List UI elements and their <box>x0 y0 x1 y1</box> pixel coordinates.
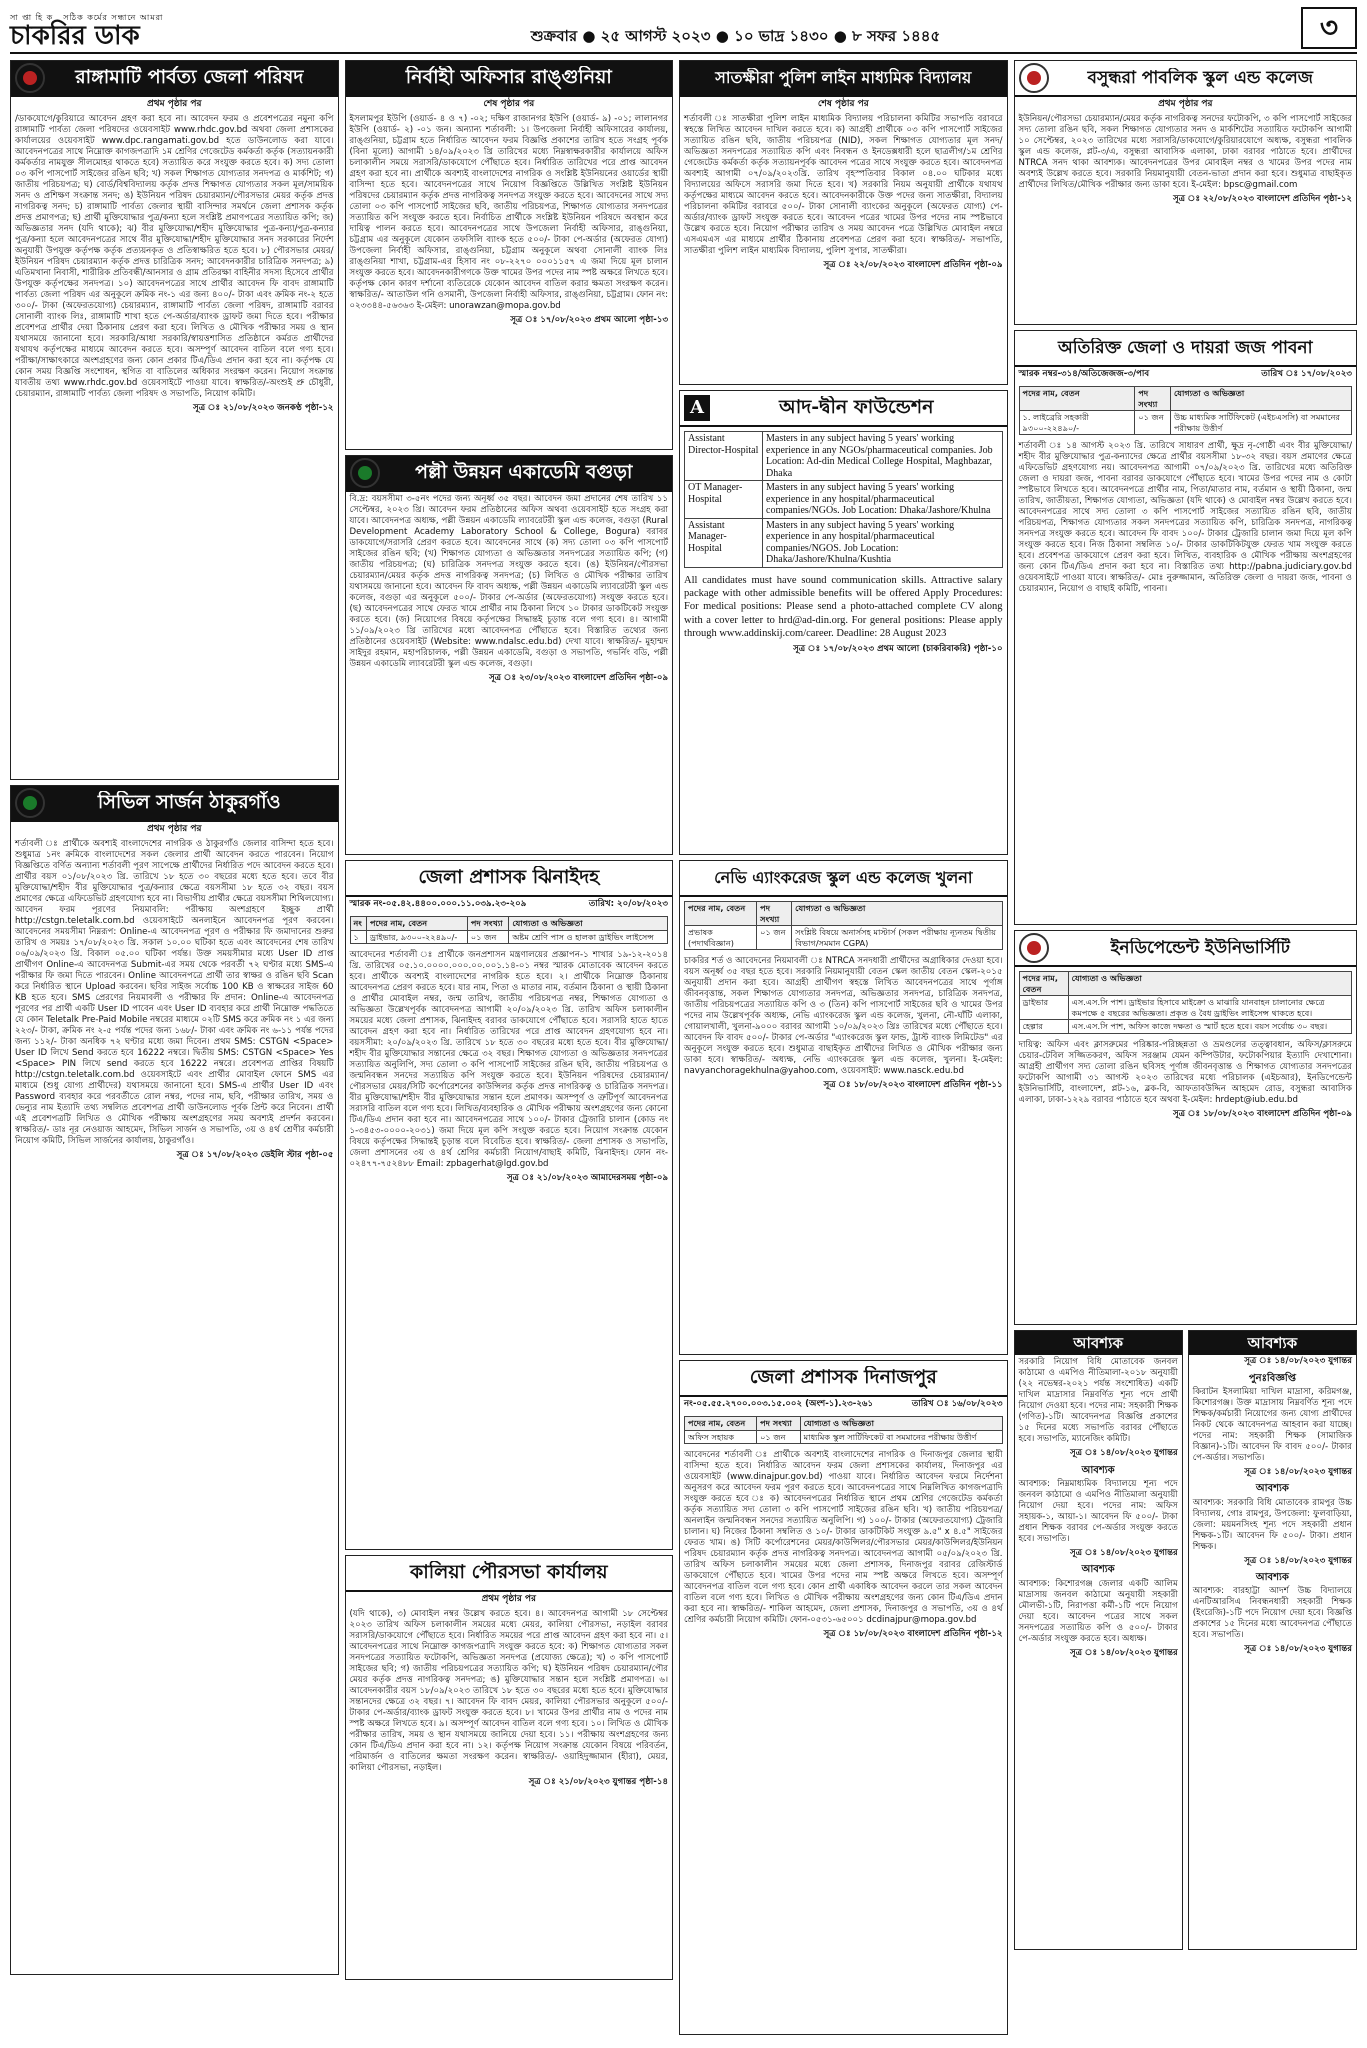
table-cell: সংশ্লিষ্ট বিষয়ে অনার্সসহ মাস্টার্স (সকল পরীক্ষায় ন্যূনতম দ্বিতীয় বিভাগ/সমমান CGPA) <box>792 926 1002 950</box>
col-header: পদ সংখ্যা <box>757 902 792 926</box>
classified-box-right <box>1188 1330 1357 1950</box>
classified-source: সূত্র ঃ ১৪/০৮/২০২৩ যুগান্তর <box>1070 1647 1178 1658</box>
table-cell: ০১ জন <box>1135 411 1171 435</box>
ad-header <box>680 1361 1007 1397</box>
table-cell: অফিস সহায়ক <box>685 1430 757 1444</box>
ad-title: জেলা প্রশাসক দিনাজপুর <box>749 1366 937 1389</box>
memo-number: নং-০৫.৫৫.২৭০০.০০৩.১৫.০০২ (অংশ-১).২৩-২৬১ <box>684 1399 874 1409</box>
col-header: পদের নাম, বেতন <box>1019 972 1068 996</box>
ad-header <box>680 61 1007 97</box>
ad-body: ইউনিয়ন/পৌরসভা চেয়ারম্যান/মেয়র কর্তৃক নাগরিকত্ব সনদের ফটোকপি, ৩ কপি পাসপোর্ট সাইজের সদ্য তোলা রঙিন ছবি, সকল শিক্ষাগত যোগ্যতার সনদ ও মার্কশিটের সত্যায়িত ফটোকপি আগামী ১০ সেপ্টেম্বর, ২০২৩ তারিখের মধ্যে সরাসরি/ডাকযোগে/কুরিয়ারযোগে অধ্যক্ষ, বসুন্ধরা পাবলিক স্কুল এন্ড কলেজ, প্লট-৩/এ, বসুন্ধরা আবাসিক এলাকা, ঢাকা বরাবর পাঠাতে হবে। প্রার্থীদের NTRCA সনদ থাকা আবশ্যক। আবেদনপত্রের উপর মোবাইল নম্বর ও খামের উপর পদের নাম অবশ্যই উল্লেখ করতে হবে। সরকারি নিয়মানুযায়ী বেতন-ভাতা প্রদান করা হবে। শুধুমাত্র বাছাইকৃত প্রার্থীদের লিখিত/মৌখিক পরীক্ষার জন্য ডাকা হবে। ই-মেইল: bpsc@gmail.com <box>1018 113 1352 190</box>
ad-title: বসুন্ধরা পাবলিক স্কুল এন্ড কলেজ <box>1087 67 1314 88</box>
table-cell: ১. লাইব্রেরি সহকারী ৯৩০০-২২৪৯০/- <box>1019 411 1135 435</box>
table-row <box>685 481 1003 519</box>
ad-civil-surgeon <box>10 785 339 1975</box>
classified-source: সূত্র ঃ ১৪/০৮/২০২৩ যুগান্তর <box>1070 1547 1178 1558</box>
col-header: যোগ্যতা ও অভিজ্ঞতা <box>509 917 668 931</box>
ad-source: সূত্র ঃ ২১/০৮/২০২৩ যুগান্তর পৃষ্ঠা-১৪ <box>528 1776 669 1787</box>
classified-subtitle: আবশ্যক <box>1081 1564 1115 1576</box>
table-row <box>1019 996 1351 1020</box>
table-row <box>1019 411 1351 435</box>
ad-source: সূত্র ঃ ২৩/০৮/২০২৩ বাংলাদেশ প্রতিদিন পৃষ্ঠা-০৯ <box>489 673 669 683</box>
classified-title: আবশ্যক <box>1015 1331 1182 1355</box>
ad-source: সূত্র ঃ ২১/০৮/২০২৩ আমাদেরসময় পৃষ্ঠা-০৯ <box>506 1173 669 1183</box>
ad-body: চাকরির শর্ত ও আবেদনের নিয়মাবলী ঃ NTRCA সনদধারী প্রার্থীদের অগ্রাধিকার দেওয়া হবে। বয়স অনূর্ধ্ব ৩৫ বছর হতে হবে। সরকারি নিয়মানুযায়ী বেতন স্কেল জাতীয় বেতন স্কেল-২০১৫ অনুযায়ী প্রদান করা হবে। আগ্রহী প্রার্থীগণ স্বহস্তে লিখিত আবেদনপত্রের সাথে পূর্ণাঙ্গ জীবনবৃত্তান্ত, সকল শিক্ষাগত যোগ্যতার সনদপত্র, অভিজ্ঞতার সনদপত্র, চারিত্রিক সনদপত্র, জাতীয় পরিচয়পত্রের সত্যায়িত কপি ও ৩ (তিন) কপি পাসপোর্ট সাইজের ছবি ও খামের উপর পদের নাম উল্লেখপূর্বক অধ্যক্ষ, নেভি এ্যাংকরেজ স্কুল এন্ড কলেজ, খুলনা, নৌ-ঘাঁটি এলাকা, গোয়ালখালী, খুলনা-৯০০০ বরাবর আগামী ১০/০৯/২০২৩ খ্রিঃ তারিখের মধ্যে পৌঁছাতে হবে। আবেদন ফি বাবদ ৫০০/- টাকার পে-অর্ডার "এ্যাংকরেজ স্কুল ফান্ড, ট্রাস্ট ব্যাংক লিমিটেড" এর অনুকূলে সংযুক্ত করতে হবে। শুধুমাত্র বাছাইকৃত প্রার্থীদের লিখিত ও মৌখিক পরীক্ষার জন্য ডাকা হবে। স্বাক্ষরিত/- অধ্যক্ষ, নেভি এ্যাংকরেজ স্কুল এন্ড কলেজ, খুলনা। ই-মেইল: navyanchoragekhulna@yahoo.com, ওয়েবসাইট: www.nasck.edu.bd <box>684 956 1003 1076</box>
ad-rangunia <box>345 60 674 450</box>
continued-label: প্রথম পৃষ্ঠার পর <box>147 99 202 109</box>
ad-header <box>1015 61 1356 97</box>
classified-subtitle: আবশ্যক <box>1255 1483 1289 1495</box>
memo-date: তারিখ ঃ ১৭/০৮/২০২৩ <box>1261 369 1352 379</box>
brand-block <box>10 13 170 49</box>
ad-body: শর্তাবলী ঃ সাতক্ষীরা পুলিশ লাইন মাধ্যমিক বিদ্যালয় পরিচালনা কমিটির সভাপতি বরাবরে স্বহস্তে লিখিত আবেদন দাখিল করতে হবে। ক) আগ্রহী প্রার্থীকে ০৩ কপি পাসপোর্ট সাইজের সত্যায়িত রঙিন ছবি, জাতীয় পরিচয়পত্র (NID), সকল শিক্ষাগত যোগ্যতার মূল সনদ/অভিজ্ঞতা সনদপত্রের সত্যায়িত কপি এবং নিবন্ধন ও ইনডেক্সধারী হলে ছাত্রলীগ/১ম শ্রেণির গেজেটেড কর্মকর্তা কর্তৃক সত্যায়নপূর্বক আবেদন পত্রের সাথে সংযুক্ত করতে হবে। আবেদনপত্র অবশ্যই আগামী ০৭/০৯/২০২৩খ্রি. তারিখ বৃহস্পতিবার বিকাল ০৪.০০ ঘটিকার মধ্যে বিদ্যালয়ের অফিসে সরাসরি জমা দিতে হবে। খ) সরকারি নিয়ম অনুযায়ী প্রার্থীকে যথাযথ কর্তৃপক্ষের মাধ্যমে আবেদন করতে হবে। আবেদনকারীকে উক্ত পদের জন্য সাতক্ষীরা, বিদ্যালয় পরিচালনা কমিটির বরাবরে ৫০০/- টাকা সোনালী ব্যাংকের অনুকূলে (অফেরত যোগ্য) পে-অর্ডার/ব্যাংক ড্রাফট সংযুক্ত করতে হবে। আবেদন পত্রের খামের উপর পদের নাম স্পষ্টভাবে উল্লেখ করতে হবে। নিয়োগ পরীক্ষার তারিখ ও সময় আবেদন পত্রে উল্লিখিত মোবাইল নম্বরে এসএমএস এর মাধ্যমে প্রার্থীর ঠিকানায় প্রবেশপত্র প্রেরণ করা হবে। স্বাক্ষরিত/- সভাপতি, সাতক্ষীরা পুলিশ লাইন মাধ্যমিক বিদ্যালয়, পুলিশ সুপার, সাতক্ষীরা। <box>684 113 1003 256</box>
classified-item: আবশ্যক: নিম্নমাধ্যমিক বিদ্যালয়ে শূন্য পদে জনবল কাঠামো ও এমপিও নীতিমালা অনুযায়ী নিয়োগ দেয়া হবে। পদের নাম: অফিস সহায়ক-১, আয়া-১। আবেদন ফি ৫০০/- টাকা প্রধান শিক্ষক বরাবর পে-অর্ডার সংযুক্ত করতে হবে। সভাপতি। <box>1018 1478 1178 1544</box>
ad-din-logo-icon: A <box>684 395 710 421</box>
classified-item: আবশ্যক: কিশোরগঞ্জ জেলার একটি আলিম মাদ্রাসায় জনবল কাঠামো অনুযায়ী সহকারী মৌলভী-১টি, নিরাপত্তা কর্মী-১টি পদে নিয়োগ দেয়া হবে। আবেদন পত্রের সাথে সকল সনদপত্রের সত্যায়িত কপি ও ৫০০/- টাকার পে-অর্ডার সংযুক্ত করতে হবে। অধ্যক্ষ। <box>1018 1578 1178 1644</box>
classified-item: আবশ্যক: সরকারি বিধি মোতাবেক রামপুর উচ্চ বিদ্যালয়, গোঃ রামপুর, উপজেলা: ফুলবাড়িয়া, জেলা: ময়মনসিংহ শূন্য পদে সহকারী প্রধান শিক্ষক-১টি। আবেদন ফি ৫০০/- টাকা। প্রধান শিক্ষক। <box>1192 1497 1353 1552</box>
brand-tag-left: সা প্তা হি ক <box>10 13 54 23</box>
academy-logo-icon <box>350 458 380 488</box>
memo-date: তারিখ: ২০/০৮/২০২৩ <box>588 899 669 909</box>
classified-source: সূত্র ঃ ১৪/০৮/২০২৩ যুগান্তর <box>1244 1644 1353 1655</box>
ad-title: পল্লী উন্নয়ন একাডেমি বগুড়া <box>415 461 633 484</box>
ad-header <box>346 1556 673 1592</box>
classified-item: সরকারি নিয়োগ বিধি মোতাবেক জনবল কাঠামো ও এমপিও নীতিমালা-২০১৮ অনুযায়ী (২২ নভেম্বর-২০২১ পর্যন্ত সংশোধিত) একটি দাখিল মাদ্রাসার নিম্নবর্ণিত শূন্য পদে প্রার্থী নিয়োগ দেওয়া হবে। পদের নাম: সহকারী শিক্ষক (গণিত)-১টি। আবেদনপত্র বিজ্ঞপ্তি প্রকাশের ১৫ দিনের মধ্যে সভাপতি বরাবর পৌঁছাতে হবে। সভাপতি, ম্যানেজিং কমিটি। <box>1018 1357 1178 1445</box>
col-header: পদের নাম, বেতন <box>367 917 468 931</box>
column-3 <box>679 60 1008 2042</box>
table-row <box>685 518 1003 567</box>
ad-source: সূত্র ঃ ২২/০৮/২০২৩ বাংলাদেশ প্রতিদিন পৃষ্ঠা-১২ <box>1173 193 1352 204</box>
page-number: ৩ <box>1301 7 1357 49</box>
ad-navy-anchorage <box>679 860 1008 1355</box>
continued-label: প্রথম পৃষ্ঠার পর <box>481 1594 536 1604</box>
ad-title: সিভিল সার্জন ঠাকুরগাঁও <box>97 791 281 814</box>
classified-item: আবশ্যক: বারহাট্টা আদর্শ উচ্চ বিদ্যালয়ে এনটিআরসিএ নিবন্ধনধারী সহকারী শিক্ষক (ইংরেজি)-১টি পদে নিয়োগ দেয়া হবে। বিজ্ঞপ্তি প্রকাশের ১৫ দিনের মধ্যে আবেদনপত্র পৌঁছাতে হবে। সভাপতি। <box>1192 1586 1353 1641</box>
table-cell: OT Manager-Hospital <box>685 481 763 519</box>
col-header: পদের নাম, বেতন <box>685 902 757 926</box>
ad-source: সূত্র ঃ ২১/০৮/২০২৩ জনকণ্ঠ পৃষ্ঠা-১২ <box>193 402 334 413</box>
vacancy-table <box>684 901 1003 950</box>
ad-body: বি.দ্র: বয়সসীমা ৩-৫নং পদের জন্য অনূর্ধ্ব ৩৫ বছর। আবেদন জমা প্রদানের শেষ তারিখ ১১ সেপ্টেম্বর, ২০২৩ খ্রি। আবেদন ফরম প্রতিষ্ঠানের অফিস অথবা ওয়েবসাইট হতে সংগ্রহ করা যাবে। আবেদনপত্র অধ্যক্ষ, পল্লী উন্নয়ন একাডেমি ল্যাবরেটরী স্কুল এন্ড কলেজ, বগুড়া (Rural Development Academy Laboratory School & College, Bogura) বরাবর ডাকযোগে/সরাসরি প্রেরণ করতে হবে। আবেদনের সাথে (ক) সদ্য তোলা ০৩ কপি পাসপোর্ট সাইজের রঙিন ছবি; (খ) শিক্ষাগত যোগ্যতা ও অভিজ্ঞতার সনদপত্রের সত্যায়িত কপি; (গ) জাতীয় পরিচয়পত্র; (ঘ) চারিত্রিক সনদপত্র সংযুক্ত করতে হবে। (ঙ) ইউনিয়ন/পৌরসভা চেয়ারম্যান/মেয়র কর্তৃক প্রদত্ত নাগরিকত্ব সনদপত্র; (চ) লিখিত ও মৌখিক পরীক্ষার তারিখ যথাসময়ে জানানো হবে। আবেদন ফি বাবদ অধ্যক্ষ, পল্লী উন্নয়ন একাডেমি ল্যাবরেটরী স্কুল এন্ড কলেজ, বগুড়া এর অনুকূলে ৫০০/- টাকার পে-অর্ডার (অফেরতযোগ্য) সংযুক্ত করতে হবে। (ছ) আবেদনপত্রের সাথে ফেরত খামে প্রার্থীর নাম ঠিকানা লিখে ১০ টাকার ডাকটিকেট সংযুক্ত করতে হবে। (জ) নিয়োগের বিষয়ে কর্তৃপক্ষের সিদ্ধান্তই চূড়ান্ত বলে গণ্য হবে। ৪। আগামী ১১/০৯/২০২৩ খ্রি তারিখের মধ্যে আবেদনপত্র পৌঁছাতে হবে। বিস্তারিত তথ্যের জন্য প্রতিষ্ঠানের ওয়েবসাইট (Website: www.ndalsc.edu.bd) দেখা যাবে। স্বাক্ষরিত/- মুহাম্মদ সাইদুর রহমান, মহাপরিচালক, পল্লী উন্নয়ন একাডেমি, বগুড়া ও সভাপতি, গভর্নিং বডি, পল্লী উন্নয়ন একাডেমি ল্যাবরেটরী স্কুল এন্ড কলেজ, বগুড়া। <box>349 494 669 669</box>
ad-title: অতিরিক্ত জেলা ও দায়রা জজ পাবনা <box>1058 337 1313 358</box>
table-cell: ০১ জন <box>757 926 792 950</box>
emblem-icon <box>15 63 45 93</box>
ad-source: সূত্র ঃ ১৭/০৮/২০২৩ প্রথম আলো পৃষ্ঠা-১৩ <box>510 314 669 325</box>
ad-satkhira <box>679 60 1008 385</box>
masthead <box>10 8 1357 54</box>
memo-line <box>680 1397 1007 1412</box>
ad-rangamati <box>10 60 339 780</box>
table-cell: হেল্পার <box>1019 1020 1068 1034</box>
school-logo-icon <box>1019 63 1049 93</box>
ad-body: ইসলামপুর ইউপি (ওয়ার্ড- ৪ ও ৭) -০২; দক্ষিণ রাজানগর ইউপি (ওয়ার্ড- ৯) -০১; লালানগর ইউপি (ওয়ার্ড- ২) -০১ জন। অন্যান্য শর্তাবলী: ১। উপজেলা নির্বাহী অফিসারের কার্যালয়, রাঙ্গুনিয়া, চট্টগ্রাম হতে নির্ধারিত আবেদন ফরম বিজ্ঞপ্তি প্রকাশের তারিখ হতে সংগ্রহ পূর্বক (বিনা মূল্যে) আগামী ১৪/০৯/২০২৩ খ্রি তারিখের মধ্যে নিম্নস্বাক্ষরকারীর কার্যালয়ে অফিস চলাকালীন সময়ে সরাসরি/ডাকযোগে পৌঁছাতে হবে। নির্ধারিত তারিখের পরে প্রাপ্ত আবেদন গ্রহণ করা হবে না। প্রার্থীকে অবশ্যই বাংলাদেশের নাগরিক ও সংশ্লিষ্ট ইউনিয়নের ওয়ার্ডের স্থায়ী বাসিন্দা হতে হবে। আবেদনপত্রের সাথে নিয়োগ বিজ্ঞপ্তিতে উল্লিখিত সংশ্লিষ্ট ইউনিয়ন পরিষদের চেয়ারম্যান কর্তৃক প্রদত্ত নাগরিকত্ব সনদপত্র সংযুক্ত করতে হবে। আবেদনের সাথে সদ্য তোলা ০৩ কপি পাসপোর্ট সাইজের ছবি, জাতীয় পরিচয়পত্র, শিক্ষাগত যোগ্যতার সনদপত্রের সত্যায়িত কপি সংযুক্ত করতে হবে। নির্বাচিত প্রার্থীকে সংশ্লিষ্ট ইউনিয়ন পরিষদে অবস্থান করে দায়িত্ব পালন করতে হবে। আবেদনপত্রের সাথে উপজেলা নির্বাহী অফিসার, রাঙ্গুনিয়া, চট্টগ্রাম এর অনুকূলে যেকোন তফসিলি ব্যাংক হতে ৫০০/- টাকা পে-অর্ডার (অফেরত যোগ্য) উপজেলা নির্বাহী অফিসার, রাঙ্গুনিয়া, চট্টগ্রাম অনুকূলে অথবা সোনালী ব্যাংক লিঃ রাঙ্গুনিয়া শাখা, চট্টগ্রাম-এর হিসাব নং ০৮-২২৭০ ০০০১১৫৭ এ জমা দিয়ে মূল চালান সংযুক্ত করতে হবে। আবেদনকারীগণকে উক্ত খামের উপর পদের নাম স্পষ্ট অক্ষরে লিখতে হবে। কর্তৃপক্ষ কোন কারণ দর্শানো ব্যতিরেকে যেকোন আবেদন বাতিল করার ক্ষমতা সংরক্ষণ করেন। স্বাক্ষরিত/- আতাউল গনি ওসমানী, উপজেলা নির্বাহী অফিসার, রাঙ্গুনিয়া, চট্টগ্রাম। ফোন নং: ০২৩৩৪৪-৫৬৩৬৩ ই-মেইল: unorawzan@mopa.gov.bd <box>349 113 669 311</box>
table-cell: Assistant Manager-Hospital <box>685 518 763 567</box>
bangladesh-emblem-icon <box>15 788 45 818</box>
col-header: পদের নাম, বেতন <box>1019 387 1135 411</box>
vacancy-table <box>1019 971 1352 1034</box>
ad-title: নেভি এ্যাংকরেজ স্কুল এন্ড কলেজ খুলনা <box>714 868 973 888</box>
ad-header <box>346 861 673 897</box>
table-row <box>685 1430 1003 1444</box>
classified-source: সূত্র ঃ ১৪/০৮/২০২৩ যুগান্তর <box>1244 1555 1353 1566</box>
table-cell: Assistant Director-Hospital <box>685 432 763 481</box>
col-header: যোগ্যতা ও অভিজ্ঞতা <box>1068 972 1351 996</box>
classified-box-left <box>1014 1330 1183 1950</box>
vacancy-table <box>350 916 669 944</box>
column-1 <box>10 60 339 2042</box>
vacancy-table <box>684 431 1003 568</box>
classified-subtitle: পুনঃবিজ্ঞপ্তি <box>1248 1372 1296 1384</box>
col-header: যোগ্যতা ও অভিজ্ঞতা <box>1170 387 1351 411</box>
classified-subtitle: আবশ্যক <box>1255 1572 1289 1584</box>
ad-header <box>11 61 338 97</box>
ad-title: রাঙ্গামাটি পার্বত্য জেলা পরিষদ <box>75 66 304 89</box>
columns <box>10 60 1357 2042</box>
table-cell: এস.এস.সি পাশ, অফিস কাজে দক্ষতা ও স্মার্ট হতে হবে। বয়স সর্বোচ্চ ৩০ বছর। <box>1068 1020 1351 1034</box>
col-header: নং <box>350 917 366 931</box>
ad-source: সূত্র ঃ ১৮/০৮/২০২৩ বাংলাদেশ প্রতিদিন পৃষ্ঠা-১২ <box>823 1629 1003 1639</box>
ad-dinajpur <box>679 1360 1008 2035</box>
column-4 <box>1014 60 1357 2042</box>
ad-body: আবেদনের শর্তাবলী ঃ প্রার্থীকে অবশ্যই বাংলাদেশের নাগরিক ও দিনাজপুর জেলার স্থায়ী বাসিন্দা হতে হবে। নির্ধারিত আবেদন ফরম জেলা প্রশাসকের কার্যালয়, দিনাজপুর এর ওয়েবসাইট (www.dinajpur.gov.bd) পাওয়া যাবে। নির্ধারিত আবেদন ফরমে নির্দেশনা অনুসরণ করে আবেদন ফরম পূরণ করতে হবে। আবেদনপত্রের সাথে নিম্নলিখিত কাগজপত্রাদি সংযুক্ত করতে হবে ঃ ক) আবেদনপত্রের নির্ধারিত স্থানে প্রথম শ্রেণির গেজেটেড কর্মকর্তা কর্তৃক সত্যায়িত সদ্য তোলা ৩ কপি পাসপোর্ট সাইজের রঙিন ছবি। খ) জাতীয় পরিচয়পত্র/অনলাইন জন্মনিবন্ধন সনদের সত্যায়িত অনুলিপি। গ) ১০০/- টাকার (অফেরতযোগ্য) ট্রেজারি চালান। ঘ) নিজের ঠিকানা সম্বলিত ও ১০/- টাকার ডাকটিকিট সংযুক্ত ৯.৫" x ৪.৫" সাইজের ফেরত খাম। ঙ) সিটি কর্পোরেশনের মেয়র/কাউন্সিলর/পৌরসভার মেয়র/কাউন্সিলর/ইউনিয়ন পরিষদ চেয়ারম্যান কর্তৃক প্রদত্ত নাগরিকত্ব সনদপত্র। আবেদনপত্র আগামী ০৫/০৯/২০২৩ খ্রি. তারিখ অফিস চলাকালীন সময়ের মধ্যে জেলা প্রশাসক, দিনাজপুর বরাবর রেজিস্টার্ড ডাকযোগে পৌঁছাতে হবে। খামের উপর পদের নাম স্পষ্ট অক্ষরে লিখতে হবে। অসম্পূর্ণ আবেদনপত্র বাতিল বলে গণ্য হবে। কোন প্রার্থী একাধিক আবেদন করলে তার সকল আবেদন বাতিল বলে গণ্য হবে। লিখিত ও মৌখিক পরীক্ষায় অংশগ্রহণের জন্য কোন টিএ/ডিএ প্রদান করা হবে না। স্বাক্ষরিত/- শাকিল আহমেদ, জেলা প্রশাসক, দিনাজপুর ও সভাপতি, ৩য় ও ৪র্থ শ্রেণির কর্মচারী নিয়োগ কমিটি। ফোন-০৫৩১-৬৫০০১ dcdinajpur@mopa.gov.bd <box>684 1450 1003 1625</box>
dateline: শুক্রবার ● ২৫ আগস্ট ২০২৩ ● ১০ ভাদ্র ১৪৩০ ● ৮ সফর ১৪৪৫ <box>530 26 941 45</box>
ad-source: সূত্র ঃ ১৮/০৮/২০২৩ বাংলাদেশ প্রতিদিন পৃষ্ঠা-০৯ <box>1173 1108 1352 1119</box>
ad-body: দায়িত্ব: অফিস এবং ক্লাসরুমের পরিষ্কার-পরিচ্ছন্নতা ও ভ্রমণ্ডলের তত্ত্বাবধান, অফিস/ক্লাসরুমে চেয়ার-টেবিল সজ্জিতকরণ, অফিস সরঞ্জাম যেমন কম্পিউটার, ফটোকপিয়ার ইত্যাদি দেখাশোনা। আগ্রহী প্রার্থীগণ সদ্য তোলা রঙিন ছবিসহ পূর্ণাঙ্গ জীবনবৃত্তান্ত ও শিক্ষাগত যোগ্যতার সনদপত্রের ফটোকপি আগামী ৩১ আগস্ট ২০২৩ তারিখের মধ্যে পরিচালক (এইচআর), ইনডিপেন্ডেন্ট ইউনিভার্সিটি, বাংলাদেশ, প্লট-১৬, ব্লক-বি, আফতাবউদ্দিন আহমেদ রোড, বসুন্ধরা আবাসিক এলাকা, ঢাকা-১২২৯ বরাবর পাঠাতে হবে অথবা ই-মেইল: hrdept@iub.edu.bd <box>1018 1039 1352 1105</box>
brand-name: চাকরির ডাক <box>10 21 140 51</box>
ad-kalia <box>345 1555 674 1980</box>
ad-title: জেলা প্রশাসক ঝিনাইদহ <box>418 866 600 889</box>
ad-header <box>11 786 338 822</box>
ad-title: নির্বাহী অফিসার রাঙ্গুনিয়া <box>405 66 612 89</box>
memo-number: স্মারক নম্বর-৩১৪/অতিজেজজ-৩/পাব <box>1018 369 1150 379</box>
table-row <box>350 930 668 944</box>
table-cell: ড্রাইভার, ৯৩০০-২২৪৯০/- <box>367 930 468 944</box>
ad-iub <box>1014 930 1357 1325</box>
ad-jhenaidah <box>345 860 674 1550</box>
ad-title: ইনডিপেন্ডেন্ট ইউনিভার্সিটি <box>1110 937 1290 958</box>
ad-bashundhara <box>1014 60 1357 325</box>
table-cell: Masters in any subject having 5 years' working experience in any hospital/pharmaceutical companies/NGOs. Job Location: Dhaka/Jashore/Khulna <box>763 481 1003 519</box>
ad-body: All candidates must have sound communication skills. Attractive salary package with other admissible benefits will be offered Apply Procedures: For medical positions: Please send a photo-attached complete CV along with a cover letter to hrd@ad-din.org. For general positions: Please apply through www.addinskij.com/career. Deadline: 28 August 2023 <box>684 574 1003 640</box>
table-cell: অষ্টম শ্রেণি পাস ও হালকা ড্রাইভিং লাইসেন্স <box>509 930 668 944</box>
memo-line <box>1015 367 1356 382</box>
col-header: পদের নাম, বেতন <box>685 1417 757 1431</box>
col-header: পদ সংখ্যা <box>467 917 508 931</box>
classified-source: সূত্র ঃ ১৪/০৮/২০২৩ যুগান্তর <box>1244 1466 1353 1477</box>
continued-label: শেষ পৃষ্ঠার পর <box>483 99 535 109</box>
classified-source: সূত্র ঃ ১৪/০৮/২০২৩ যুগান্তর <box>1070 1448 1178 1459</box>
table-cell: Masters in any subject having 5 years' working experience in any hospital/pharmaceutical companies/NGOS. Job Location: Dhaka/Jashore/Khulna/Kushtia <box>763 518 1003 567</box>
ad-title: আদ-দ্বীন ফাউন্ডেশন <box>779 396 934 419</box>
ad-body: শর্তাবলী ঃ প্রার্থীকে অবশ্যই বাংলাদেশের নাগরিক ও ঠাকুরগাঁও জেলার বাসিন্দা হতে হবে। শুধুমাত্র ১নং ক্রমিকে বাংলাদেশের সকল জেলার প্রার্থী আবেদন করতে পারবেন। নিয়োগ বিজ্ঞপ্তিতে বর্ণিত অন্যান্য শর্তাবলী পূরণ সাপেক্ষে প্রার্থীদের নির্ধারিত পদে আবেদন করতে হবে। প্রার্থীর বয়স ০১/০৮/২০২৩ খ্রি. তারিখে ১৮ হতে ৩০ বছরের মধ্যে হতে হবে। তবে বীর মুক্তিযোদ্ধা/শহীদ বীর মুক্তিযোদ্ধার পুত্র/কন্যার ক্ষেত্রে বয়সসীমা ১৮ হতে ৩২ বছর। বয়স প্রমাণের ক্ষেত্রে এফিডেভিট গ্রহণযোগ্য হবে না। বিভাগীয় প্রার্থীর ক্ষেত্রে বয়সসীমা শিথিলযোগ্য। আবেদন ফরম পূরণের নিয়মাবলি: পরীক্ষায় অংশগ্রহণে ইচ্ছুক প্রার্থী http://cstgn.teletalk.com.bd ওয়েবসাইটে অনলাইনে আবেদনপত্র পূরণ করবেন। আবেদনের সময়সীমা নিম্নরূপ: Online-এ আবেদনপত্র পূরণ ও পরীক্ষার ফি জমাদানের শুরুর তারিখ ও সময়ঃ ১৭/০৮/২০২৩ খ্রি. সকাল ১০.০০ ঘটিকা হতে এবং আবেদনের শেষ তারিখ ০৬/০৯/২০২৩ খ্রি. বিকাল ০৫.০০ ঘটিকা পর্যন্ত। উক্ত সময়সীমার মধ্যে User ID প্রাপ্ত প্রার্থীগণ Online-এ আবেদনপত্র Submit-এর সময় থেকে পরবর্তী ৭২ ঘণ্টার মধ্যে SMS-এ পরীক্ষার ফি জমা দিতে পারবেন। Online আবেদনপত্রে প্রার্থী তার স্বাক্ষর ও রঙিন ছবি Scan করে নির্ধারিত স্থানে Upload করবেন। ছবির সাইজ সর্বোচ্চ 100 KB ও স্বাক্ষরের সাইজ 60 KB হতে হবে। SMS প্রেরণের নিয়মাবলী ও পরীক্ষার ফি প্রদান: Online-এ আবেদনপত্র পূরণের পর প্রার্থী একটি User ID পাবেন এবং User ID ব্যবহার করে প্রার্থী নিম্নোক্ত পদ্ধতিতে যে কোন Teletalk Pre-Paid Mobile নম্বরের মাধ্যমে ০২টি SMS করে ক্রমিক নং ১ এর জন্য ২২৩/- টাকা, ক্রমিক নং ২-৫ পর্যন্ত পদের জন্য ১৬৮/- টাকা এবং ক্রমিক নং ৬-১১ পর্যন্ত পদের জন্য ১১২/- টাকা অনধিক ৭২ ঘণ্টার মধ্যে জমা দিবেন। প্রথম SMS: CSTGN <Space> User ID লিখে Send করতে হবে 16222 নম্বরে। দ্বিতীয় SMS: CSTGN <Space> Yes <Space> PIN লিখে send করতে হবে 16222 নম্বরে। প্রবেশপত্র প্রাপ্তির বিষয়টি http://cstgn.teletalk.com.bd ওয়েবসাইটে এবং প্রার্থীর মোবাইল ফোনে SMS এর মাধ্যমে (শুধু যোগ্য প্রার্থীদের) যথাসময়ে জানানো হবে। SMS-এ প্রার্থীর User ID এবং Password ব্যবহার করে পরবর্তীতে রোল নম্বর, পদের নাম, ছবি, পরীক্ষার তারিখ, সময় ও ভেন্যুর নাম ইত্যাদি তথ্য সম্বলিত প্রবেশপত্র প্রার্থী ডাউনলোড পূর্বক প্রিন্ট করে নিবেন। প্রার্থী এই প্রবেশপত্রটি লিখিত ও মৌখিক পরীক্ষায় অংশগ্রহণের সময় অবশ্যই প্রদর্শন করবেন। স্বাক্ষরিত/- ডাঃ নূর নেওয়াজ আহমেদ, সিভিল সার্জন ও সভাপতি, ৩য় ও ৪র্থ শ্রেণীর কর্মচারী নিয়োগ কমিটি, সিভিল সার্জনের কার্যালয়, ঠাকুরগাঁও। <box>15 838 334 1146</box>
col-header: পদ সংখ্যা <box>757 1417 801 1431</box>
table-cell: ০১ জন <box>757 1430 801 1444</box>
ad-source: সূত্র ঃ ১৮/০৮/২০২৩ বাংলাদেশ প্রতিদিন পৃষ্ঠা-১১ <box>823 1080 1003 1090</box>
ad-body: আবেদনের শর্তাবলী ঃ প্রার্থীকে জনপ্রশাসন মন্ত্রণালয়ের প্রজ্ঞাপন-১ শাখার ১৯-১২-২০১৪ খ্রি. তারিখের ০৫.১০.০০০০.০০০.০০.০০১.১৪-০১ নম্বর স্মারক মোতাবেক আবেদন করতে হবে। প্রার্থীকে অবশ্যই বাংলাদেশের নাগরিক হতে হবে। ২। প্রার্থীকে নিম্নোক্ত ঠিকানায় আবেদনপত্র প্রেরণ করতে হবে। যার নাম, পিতা ও মাতার নাম, বর্তমান ঠিকানা ও স্থায়ী ঠিকানা ও প্রার্থীর মোবাইল নম্বর, জন্ম তারিখ, জাতীয় পরিচয়পত্র নম্বর, শিক্ষাগত যোগ্যতা ও অভিজ্ঞতা উল্লেখপূর্বক আবেদনপত্র আগামী ২০/০৯/২০২৩ খ্রি. তারিখ অফিস চলাকালীন সময়ের মধ্যে জেলা প্রশাসক, ঝিনাইদহ বরাবর ডাকযোগে পৌঁছাতে হবে। সরাসরি হাতে হাতে আবেদন গ্রহণ করা হবে না। নির্ধারিত তারিখের পরে প্রাপ্ত আবেদন গ্রহণযোগ্য হবে না। বয়সসীমা: ২০/০৯/২০২৩ খ্রি. তারিখে ১৮ হতে ৩০ বছরের মধ্যে হতে হবে। বীর মুক্তিযোদ্ধা/শহীদ বীর মুক্তিযোদ্ধার সন্তানের ক্ষেত্রে ৩২ বছর। শিক্ষাগত যোগ্যতা ও অভিজ্ঞতার সনদপত্রের সত্যায়িত অনুলিপি, সদ্য তোলা ৩ কপি পাসপোর্ট সাইজের রঙিন ছবি, জাতীয় পরিচয়পত্র ও জন্মনিবন্ধন সনদের সত্যায়িত কপি সংযুক্ত করতে হবে। ইউনিয়ন পরিষদের চেয়ারম্যান/পৌরসভার মেয়র/সিটি কর্পোরেশনের কাউন্সিলর কর্তৃক প্রদত্ত নাগরিকত্ব ও চারিত্রিক সনদপত্র। বীর মুক্তিযোদ্ধা/শহীদ বীর মুক্তিযোদ্ধার সন্তান হলে প্রমাণক। অসম্পূর্ণ ও ত্রুটিপূর্ণ আবেদনপত্র সরাসরি বাতিল বলে গণ্য হবে। লিখিত/ব্যবহারিক ও মৌখিক পরীক্ষায় অংশগ্রহণের জন্য কোনো টিএ/ডিএ প্রদান করা হবে না। আবেদনপত্রের সাথে ১০০/- টাকার ট্রেজারি চালান (কোড নং ১-৩৪৫৩-০০০০-২০৩১) জমা দিয়ে মূল কপি সংযুক্ত করতে হবে। নিয়োগ সংক্রান্ত যেকোন বিষয়ে কর্তৃপক্ষের সিদ্ধান্তই চূড়ান্ত বলে বিবেচিত হবে। স্বাক্ষরিত/- জেলা প্রশাসক ও সভাপতি, জেলা প্রশাসনের ৩য় ও ৪র্থ শ্রেণির কর্মচারী নিয়োগ/বাছাই কমিটি, ঝিনাইদহ। ফোন নং- ০২৪৭৭-৭৫২৪৮৮ Email: zpbagerhat@lgd.gov.bd <box>349 950 669 1169</box>
ad-ad-din <box>679 390 1008 855</box>
ad-pabna-judge <box>1014 330 1357 925</box>
table-row <box>685 432 1003 481</box>
table-cell: ০১ জন <box>467 930 508 944</box>
column-2 <box>345 60 674 2042</box>
table-cell: এস.এস.সি পাশ। ড্রাইভার হিসাবে মাইক্রো ও মাঝারি যানবাহন চালানোর ক্ষেত্রে কমপক্ষে ৫ বছরের অভিজ্ঞতা। প্রকৃত ও বৈধ ড্রাইভিং লাইসেন্স থাকতে হবে। <box>1068 996 1351 1020</box>
table-cell: Masters in any subject having 5 years' working experience in any NGOs/pharmaceutical companies. Job Location: Ad-din Medical College Hospital, Maghbazar, Dhaka <box>763 432 1003 481</box>
table-cell: মাধ্যমিক স্কুল সার্টিফিকেট বা সমমানের পরীক্ষায় উত্তীর্ণ <box>800 1430 1002 1444</box>
col-header: যোগ্যতা ও অভিজ্ঞতা <box>800 1417 1002 1431</box>
classified-item: কিরাটন ইসলামিয়া দাখিল মাদ্রাসা, করিমগঞ্জ, কিশোরগঞ্জ। উক্ত মাদ্রাসায় নিম্নবর্ণিত শূন্য পদে শিক্ষক/কর্মচারী নিয়োগের জন্য যোগ্য প্রার্থীদের নিকট থেকে আবেদনপত্র আহবান করা যাচ্ছে। পদের নাম: সহকারী শিক্ষক (সামাজিক বিজ্ঞান)-১টি। আবেদন ফি বাবদ ৫০০/- টাকার পে-অর্ডার। সভাপতি। <box>1192 1386 1353 1463</box>
table-row <box>685 926 1003 950</box>
ad-header <box>1015 331 1356 367</box>
memo-line <box>346 897 673 912</box>
brand-tagline: সঠিক কর্মের সন্ধানে আমরা <box>63 13 164 23</box>
vacancy-table <box>1019 386 1352 435</box>
classified-subtitle: আবশ্যক <box>1081 1464 1115 1476</box>
ad-body: শর্তাবলী ঃ ১৪ আগস্ট ২০২৩ খ্রি. তারিখে সাধারণ প্রার্থী, ক্ষুদ্র নৃ-গোষ্ঠী এবং বীর মুক্তিযোদ্ধা/শহীদ বীর মুক্তিযোদ্ধার পুত্র-কন্যাদের ক্ষেত্রে প্রার্থীর বয়সসীমা ১৮-৩২ বছর। বয়স প্রমাণের ক্ষেত্রে এফিডেভিট গ্রহণযোগ্য নয়। আবেদনপত্র আগামী ০৭/০৯/২০২৩ খ্রি. তারিখের মধ্যে অতিরিক্ত জেলা ও দায়রা জজ, পাবনা বরাবর ডাকযোগে পৌঁছাতে হবে। খামের উপর পদের নাম ও কোটা স্পষ্টভাবে লিখতে হবে। আবেদনপত্রে প্রার্থীর নাম, পিতা/মাতার নাম, বর্তমান ও স্থায়ী ঠিকানা, জন্ম তারিখ, জাতীয়তা, শিক্ষাগত যোগ্যতা, অভিজ্ঞতা (যদি থাকে) ও মোবাইল নম্বর উল্লেখ করতে হবে। আবেদনপত্রের সাথে সদ্য তোলা ৩ কপি পাসপোর্ট সাইজের সত্যায়িত রঙিন ছবি, জাতীয় পরিচয়পত্র, শিক্ষাগত যোগ্যতার সকল সনদপত্রের সত্যায়িত কপি, চারিত্রিক সনদপত্র, নাগরিকত্ব সনদপত্র সংযুক্ত করতে হবে। আবেদন ফি বাবদ ১০০/- টাকার ট্রেজারি চালান জমা দিয়ে মূল কপি সংযুক্ত করতে হবে। নিজ ঠিকানা সম্বলিত ১০/- টাকার ডাকটিকিটযুক্ত ফেরত খাম সংযুক্ত করতে হবে। প্রবেশপত্র ডাকযোগে প্রেরণ করা হবে। লিখিত, ব্যবহারিক ও মৌখিক পরীক্ষায় অংশগ্রহণের জন্য কোন টিএ/ডিএ প্রদান করা হবে না। বিস্তারিত তথ্য http://pabna.judiciary.gov.bd ওয়েবসাইটে পাওয়া যাবে। স্বাক্ষরিত/- মোঃ নুরুজ্জামান, অতিরিক্ত জেলা ও দায়রা জজ, পাবনা ও চেয়ারম্যান, নিয়োগ ও বাছাই কমিটি, পাবনা। <box>1018 441 1352 594</box>
ad-rda-bogura <box>345 455 674 855</box>
ad-header <box>1015 931 1356 967</box>
table-row <box>1019 1020 1351 1034</box>
ad-header <box>680 861 1007 897</box>
ad-source: সূত্র ঃ ১৭/০৮/২০২৩ ডেইলি স্টার পৃষ্ঠা-০৫ <box>176 1149 334 1160</box>
col-header: যোগ্যতা ও অভিজ্ঞতা <box>792 902 1002 926</box>
ad-title: সাতক্ষীরা পুলিশ লাইন মাধ্যমিক বিদ্যালয় <box>715 68 972 88</box>
vacancy-table <box>684 1416 1003 1444</box>
classified-title: আবশ্যক <box>1189 1331 1356 1355</box>
table-cell: প্রভাষক (পদার্থবিজ্ঞান) <box>685 926 757 950</box>
ad-header <box>680 391 1007 427</box>
university-logo-icon <box>1019 933 1049 963</box>
continued-label: শেষ পৃষ্ঠার পর <box>817 99 869 109</box>
continued-label: প্রথম পৃষ্ঠার পর <box>147 824 202 834</box>
classifieds-row <box>1014 1330 1357 1950</box>
memo-number: স্মারক নং-০৫.৪২.৪৪০০.০০০.১১.০৩৯.২৩-২০৯ <box>349 899 527 909</box>
memo-date: তারিখ ঃ ১৬/০৮/২০২৩ <box>911 1399 1003 1409</box>
ad-source: সূত্র ঃ ১৭/০৮/২০২৩ প্রথম আলো (চাকরিবাকরি) পৃষ্ঠা-১০ <box>793 643 1003 654</box>
table-cell: উচ্চ মাধ্যমিক সার্টিফিকেট (এইচএসসি) বা সমমানের পরীক্ষায় উত্তীর্ণ <box>1170 411 1351 435</box>
table-cell: ১ <box>350 930 366 944</box>
classified-source: সূত্র ঃ ১৪/০৮/২০২৩ যুগান্তর <box>1244 1356 1353 1367</box>
table-cell: ড্রাইভার <box>1019 996 1068 1020</box>
ad-body: /ডাকযোগে/কুরিয়ারে আবেদন গ্রহণ করা হবে না। আবেদন ফরম ও প্রবেশপত্রের নমুনা কপি রাঙ্গামাটি পার্বত্য জেলা পরিষদের ওয়েবসাইট www.rhdc.gov.bd অথবা জেলা প্রশাসকের কার্যালয়ের ওয়েবসাইট www.dpc.rangamati.gov.bd হতে ডাউনলোড করা যাবে। আবেদনপত্রের সাথে নিম্নোক্ত কাগজপত্রাদি ১ম শ্রেণির গেজেটেড কর্মকর্তা কর্তৃক (সত্যায়নকারী কর্মকর্তার নামযুক্ত সীলমোহর থাকতে হবে) সত্যায়িত করে সংযুক্ত করতে হবে। ক) সদ্য তোলা ০৩ কপি পাসপোর্ট সাইজের রঙিন ছবি; খ) সকল শিক্ষাগত যোগ্যতার সনদপত্র ও মার্কশিট; গ) জাতীয় পরিচয়পত্র; ঘ) বোর্ড/বিশ্ববিদ্যালয় কর্তৃক প্রদত্ত শিক্ষাগত যোগ্যতার সকল মূল/সাময়িক সনদ ও প্রশিক্ষণ সংক্রান্ত সনদ; ঙ) ইউনিয়ন পরিষদ চেয়ারম্যান/পৌরসভার মেয়র কর্তৃক প্রদত্ত নাগরিকত্ব সনদ; চ) রাঙ্গামাটি পার্বত্য জেলার স্থায়ী বাসিন্দার সমর্থনে জেলা প্রশাসক কর্তৃক প্রদত্ত প্রমাণপত্র; ছ) প্রার্থী মুক্তিযোদ্ধার পুত্র/কন্যা হলে সংশ্লিষ্ট প্রমাণপত্রের সত্যায়িত কপি; জ) অভিজ্ঞতার সনদ (যদি থাকে); ঝ) বীর মুক্তিযোদ্ধা/শহীদ মুক্তিযোদ্ধার পুত্র-কন্যা/পুত্র-কন্যার পুত্র/কন্যা হলে আবেদনপত্রের সাথে বীর মুক্তিযোদ্ধা/শহীদ মুক্তিযোদ্ধার সনদ সরকারের নির্দেশ অনুযায়ী উপযুক্ত কর্তৃপক্ষ কর্তৃক প্রত্যয়নকৃত ও প্রতিস্বাক্ষরিত হতে হবে। ৮) পৌরসভার মেয়র/ইউনিয়ন পরিষদ চেয়ারম্যান কর্তৃক প্রদত্ত চারিত্রিক সনদ; আবেদনকারীর চারিত্রিক সনদপত্র; ৯) এতিমখানা নিবাসী, শারীরিক প্রতিবন্ধী/আনসার ও গ্রাম প্রতিরক্ষা বাহিনীর সদস্য হিসেবে প্রার্থীর উপযুক্ত কর্তৃপক্ষের সনদপত্র। ১০) আবেদনপত্রের সাথে প্রার্থীর আবেদন ফি বাবদ রাঙ্গামাটি পার্বত্য জেলা পরিষদ এর অনুকূলে ক্রমিক নং-১ এর জন্য ৪০০/- টাকা এবং ক্রমিক নং-২ হতে ৩০০/- টাকা (অফেরতযোগ্য) চেয়ারম্যান, রাঙ্গামাটি পার্বত্য জেলা পরিষদ, রাঙ্গামাটি বরাবর সোনালী ব্যাংক লিঃ, রাঙ্গামাটি শাখা হতে পে-অর্ডার/ব্যাংক ড্রাফট জমা দিতে হবে। পরীক্ষার প্রবেশপত্র প্রার্থীর দেয়া ঠিকানায় প্রেরণ করা হবে। লিখিত ও মৌখিক পরীক্ষার সময় ও স্থান যথাসময়ে জানানো হবে। সরকারি/আধা সরকারি/স্বায়ত্তশাসিত প্রতিষ্ঠানে কর্মরত প্রার্থীদের যথাযথ কর্তৃপক্ষের মাধ্যমে আবেদন করতে হবে। অসম্পূর্ণ আবেদন বাতিল বলে গণ্য হবে। পরীক্ষা/সাক্ষাৎকারে অংশগ্রহণের জন্য কোন প্রকার টিএ/ডিএ প্রদান করা হবে না। কর্তৃপক্ষ যে কোন সময় বিজ্ঞপ্তি সংশোধন, স্থগিত বা বাতিলের অধিকার সংরক্ষণ করেন। নিয়োগ সংক্রান্ত যাবতীয় তথ্য www.rhdc.gov.bd ওয়েবসাইটে পাওয়া যাবে। স্বাক্ষরিত/-অংশুই প্রু চৌধুরী, চেয়ারম্যান, রাঙ্গামাটি পার্বত্য জেলা পরিষদ ও সভাপতি, নিয়োগ কমিটি। <box>15 113 334 399</box>
col-header: পদ সংখ্যা <box>1135 387 1171 411</box>
ad-body: (যদি থাকে), ৩) মোবাইল নম্বর উল্লেখ করতে হবে। ৪। আবেদনপত্র আগামী ১৮ সেপ্টেম্বর ২০২৩ তারিখ অফিস চলাকালীন সময়ের মধ্যে মেয়র, কালিয়া পৌরসভা, নড়াইল বরাবর সরাসরি/ডাকযোগে পৌঁছাতে হবে। নির্ধারিত সময়ের পরে প্রাপ্ত আবেদন গ্রহণ করা হবে না। ৫। আবেদনপত্রের সাথে নিম্নোক্ত কাগজপত্রাদি সংযুক্ত করতে হবে: ক) শিক্ষাগত যোগ্যতার সকল সনদপত্রের সত্যায়িত ফটোকপি, অভিজ্ঞতা সনদপত্র (প্রযোজ্য ক্ষেত্রে); খ) ৩ কপি পাসপোর্ট সাইজের ছবি; গ) জাতীয় পরিচয়পত্রের সত্যায়িত কপি; ঘ) ইউনিয়ন পরিষদ চেয়ারম্যান/পৌর মেয়র কর্তৃক প্রদত্ত নাগরিকত্ব সনদপত্র; ঙ) মুক্তিযোদ্ধার সন্তান হলে সংশ্লিষ্ট প্রমাণপত্র। ৬। আবেদনকারীর বয়স ১৮/০৯/২০২৩ তারিখে ১৮ হতে ৩০ বছরের মধ্যে হতে হবে। মুক্তিযোদ্ধার সন্তানদের ক্ষেত্রে ৩২ বছর। ৭। আবেদন ফি বাবদ মেয়র, কালিয়া পৌরসভার অনুকূলে ৫০০/- টাকার পে-অর্ডার/ব্যাংক ড্রাফট সংযুক্ত করতে হবে। ৮। খামের উপর প্রার্থীর নাম ও পদের নাম স্পষ্ট অক্ষরে লিখতে হবে। ৯। অসম্পূর্ণ আবেদন বাতিল বলে গণ্য হবে। ১০। লিখিত ও মৌখিক পরীক্ষার তারিখ, সময় ও স্থান যথাসময়ে জানিয়ে দেয়া হবে। ১১। পরীক্ষায় অংশগ্রহণের জন্য কোন টিএ/ডিএ প্রদান করা হবে না। ১২। কর্তৃপক্ষ নিয়োগ সংক্রান্ত যেকোন বিষয়ে পরিবর্তন, পরিমার্জন ও বাতিলের ক্ষমতা সংরক্ষণ করেন। স্বাক্ষরিত/- ওয়াহিদুজ্জামান (হীরা), মেয়র, কালিয়া পৌরসভা, নড়াইল। <box>349 1608 669 1773</box>
ad-source: সূত্র ঃ ২২/০৮/২০২৩ বাংলাদেশ প্রতিদিন পৃষ্ঠা-০৯ <box>823 259 1003 270</box>
ad-header <box>346 456 673 492</box>
ad-title: কালিয়া পৌরসভা কার্যালয় <box>409 1561 608 1584</box>
continued-label: প্রথম পৃষ্ঠার পর <box>1158 99 1213 109</box>
ad-header <box>346 61 673 97</box>
